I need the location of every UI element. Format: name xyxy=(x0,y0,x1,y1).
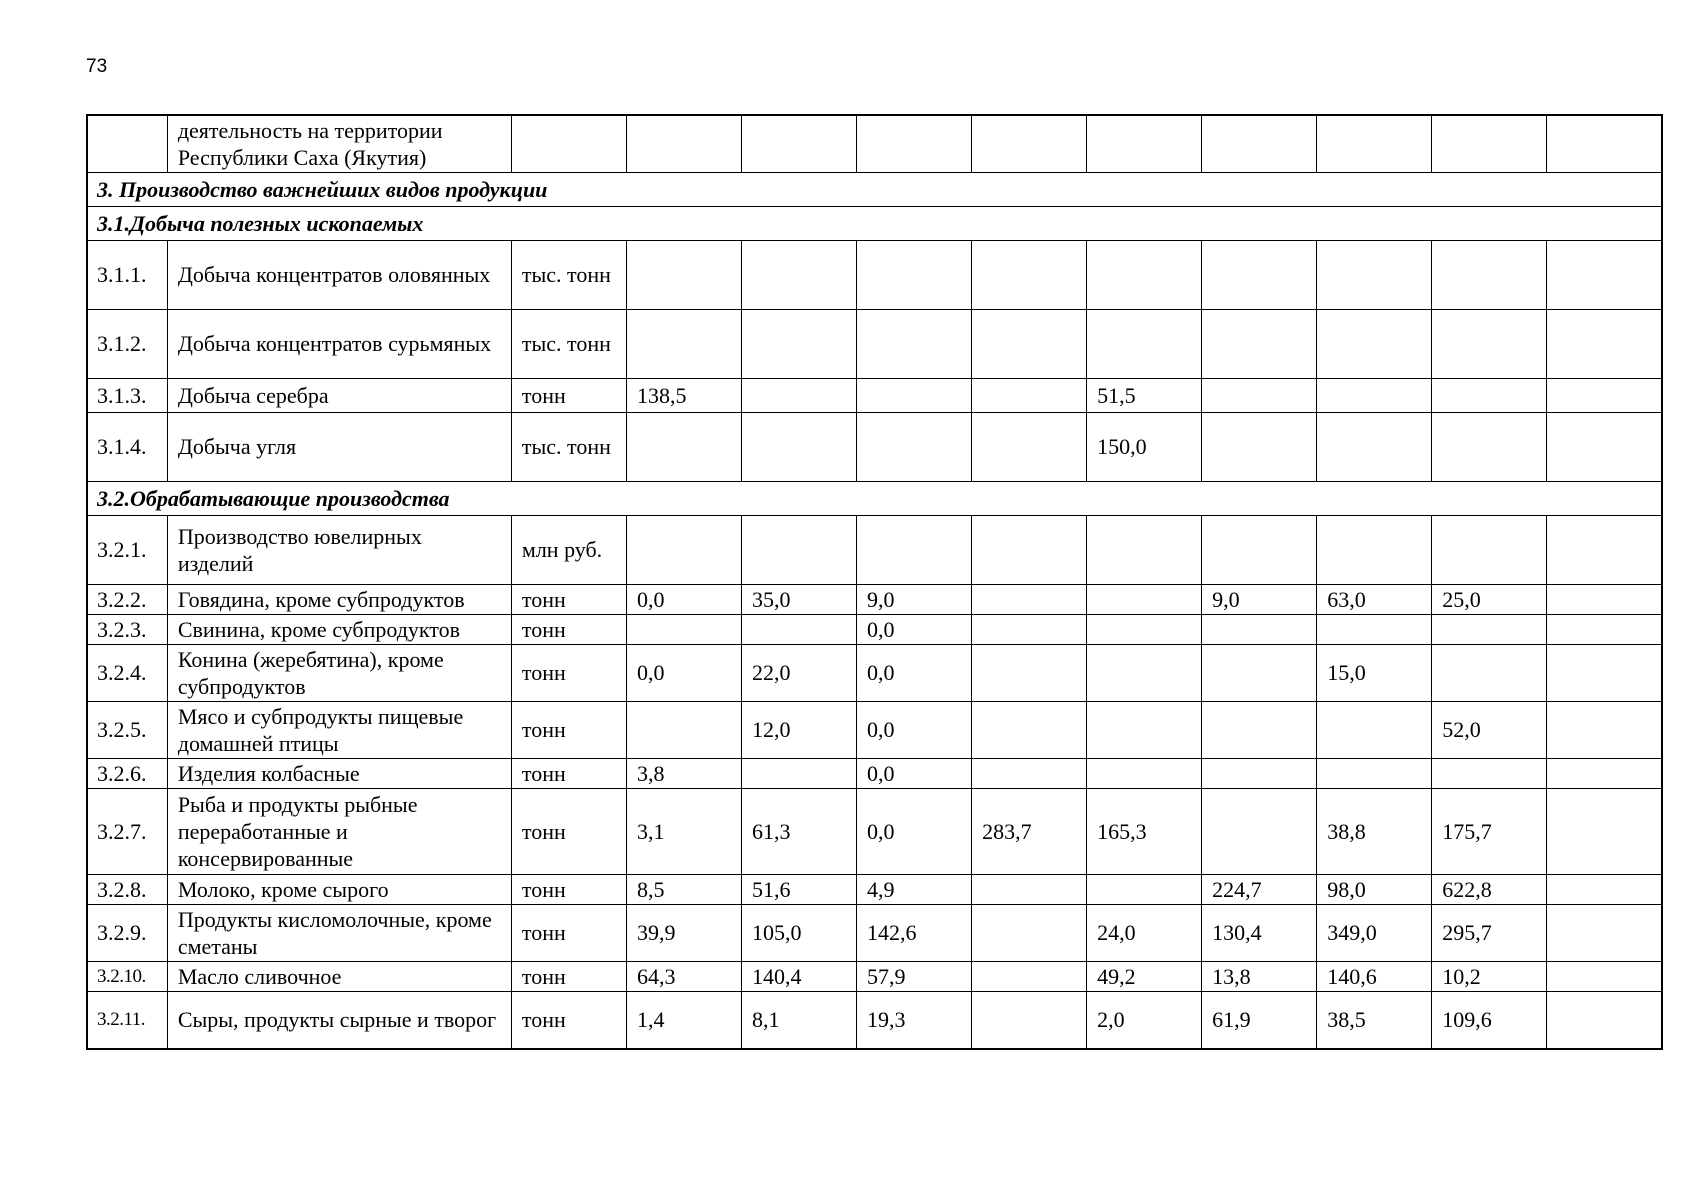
value-cell xyxy=(857,115,972,172)
value-cell: 130,4 xyxy=(1202,904,1317,961)
value-cell xyxy=(972,584,1087,614)
table-row xyxy=(87,644,1662,701)
value-cell xyxy=(1432,515,1547,584)
row-name: Мясо и субпродукты пищевые домашней птицы xyxy=(167,701,511,758)
value-cell: 3,8 xyxy=(626,758,741,788)
row-name: Продукты кисломолочные, кроме сметаны xyxy=(167,904,511,961)
value-cell xyxy=(1317,758,1432,788)
table-row xyxy=(87,788,1662,874)
value-cell xyxy=(857,515,972,584)
value-cell xyxy=(1317,614,1432,644)
value-cell xyxy=(1317,701,1432,758)
row-name: Масло сливочное xyxy=(167,961,511,991)
row-unit: тыс. тонн xyxy=(511,412,626,481)
value-cell: 39,9 xyxy=(626,904,741,961)
value-cell xyxy=(1202,240,1317,309)
table-row xyxy=(87,701,1662,758)
value-cell: 140,6 xyxy=(1317,961,1432,991)
value-cell xyxy=(626,240,741,309)
value-cell xyxy=(1087,309,1202,378)
value-cell: 140,4 xyxy=(741,961,856,991)
value-cell xyxy=(972,991,1087,1049)
value-cell: 2,0 xyxy=(1087,991,1202,1049)
value-cell xyxy=(1087,614,1202,644)
row-number: 3.2.1. xyxy=(87,515,167,584)
value-cell xyxy=(1087,874,1202,904)
table-row xyxy=(87,240,1662,309)
value-cell xyxy=(1202,412,1317,481)
value-cell: 61,9 xyxy=(1202,991,1317,1049)
value-cell: 1,4 xyxy=(626,991,741,1049)
value-cell xyxy=(1432,614,1547,644)
row-name: Добыча угля xyxy=(167,412,511,481)
value-cell: 35,0 xyxy=(741,584,856,614)
value-cell xyxy=(1547,515,1662,584)
value-cell xyxy=(1202,515,1317,584)
value-cell xyxy=(972,904,1087,961)
row-number-cell xyxy=(87,115,167,172)
value-cell xyxy=(1202,115,1317,172)
row-name: Производство ювелирных изделий xyxy=(167,515,511,584)
value-cell: 0,0 xyxy=(626,644,741,701)
value-cell: 0,0 xyxy=(857,788,972,874)
row-number: 3.2.8. xyxy=(87,874,167,904)
value-cell: 109,6 xyxy=(1432,991,1547,1049)
value-cell xyxy=(1317,412,1432,481)
value-cell: 52,0 xyxy=(1432,701,1547,758)
value-cell xyxy=(1547,788,1662,874)
table-row xyxy=(87,309,1662,378)
row-number: 3.2.6. xyxy=(87,758,167,788)
value-cell: 15,0 xyxy=(1317,644,1432,701)
value-cell xyxy=(1547,961,1662,991)
value-cell xyxy=(1547,240,1662,309)
table-row xyxy=(87,758,1662,788)
value-cell xyxy=(1087,515,1202,584)
value-cell: 0,0 xyxy=(626,584,741,614)
value-cell xyxy=(972,614,1087,644)
section-title: 3.2.Обрабатывающие производства xyxy=(87,481,1662,515)
table-body xyxy=(87,115,1662,1049)
section-title: 3. Производство важнейших видов продукции xyxy=(87,172,1662,206)
value-cell xyxy=(741,115,856,172)
row-unit: тонн xyxy=(511,961,626,991)
value-cell xyxy=(1317,378,1432,412)
row-unit: млн руб. xyxy=(511,515,626,584)
value-cell xyxy=(1317,309,1432,378)
value-cell: 142,6 xyxy=(857,904,972,961)
value-cell: 105,0 xyxy=(741,904,856,961)
value-cell xyxy=(972,412,1087,481)
row-name: Добыча серебра xyxy=(167,378,511,412)
value-cell xyxy=(972,874,1087,904)
value-cell xyxy=(1087,758,1202,788)
value-cell xyxy=(741,240,856,309)
value-cell xyxy=(972,961,1087,991)
value-cell: 49,2 xyxy=(1087,961,1202,991)
value-cell xyxy=(626,515,741,584)
value-cell xyxy=(1087,115,1202,172)
value-cell xyxy=(1087,701,1202,758)
row-name: Изделия колбасные xyxy=(167,758,511,788)
row-unit: тонн xyxy=(511,874,626,904)
value-cell xyxy=(1202,701,1317,758)
value-cell: 9,0 xyxy=(857,584,972,614)
row-unit: тонн xyxy=(511,991,626,1049)
value-cell xyxy=(1547,991,1662,1049)
value-cell xyxy=(857,378,972,412)
row-name: Рыба и продукты рыбные переработанные и консервированные xyxy=(167,788,511,874)
value-cell: 0,0 xyxy=(857,614,972,644)
value-cell xyxy=(1547,584,1662,614)
value-cell: 10,2 xyxy=(1432,961,1547,991)
value-cell xyxy=(741,309,856,378)
value-cell xyxy=(972,378,1087,412)
section-header-row xyxy=(87,206,1662,240)
value-cell: 13,8 xyxy=(1202,961,1317,991)
value-cell xyxy=(972,515,1087,584)
value-cell xyxy=(741,758,856,788)
value-cell: 8,1 xyxy=(741,991,856,1049)
value-cell xyxy=(1432,240,1547,309)
row-name: Конина (жеребятина), кроме субпродуктов xyxy=(167,644,511,701)
value-cell: 8,5 xyxy=(626,874,741,904)
value-cell: 51,5 xyxy=(1087,378,1202,412)
value-cell: 3,1 xyxy=(626,788,741,874)
table-row xyxy=(87,991,1662,1049)
value-cell: 63,0 xyxy=(1317,584,1432,614)
value-cell xyxy=(1202,309,1317,378)
row-unit: тыс. тонн xyxy=(511,240,626,309)
row-number: 3.1.3. xyxy=(87,378,167,412)
value-cell: 12,0 xyxy=(741,701,856,758)
value-cell xyxy=(972,644,1087,701)
row-number: 3.2.2. xyxy=(87,584,167,614)
section-header-row xyxy=(87,172,1662,206)
table-row xyxy=(87,584,1662,614)
value-cell: 165,3 xyxy=(1087,788,1202,874)
value-cell: 25,0 xyxy=(1432,584,1547,614)
value-cell xyxy=(741,515,856,584)
value-cell xyxy=(1547,378,1662,412)
table-row xyxy=(87,961,1662,991)
value-cell xyxy=(1087,584,1202,614)
row-unit: тонн xyxy=(511,378,626,412)
value-cell: 19,3 xyxy=(857,991,972,1049)
value-cell xyxy=(626,412,741,481)
row-number: 3.2.7. xyxy=(87,788,167,874)
value-cell xyxy=(972,240,1087,309)
value-cell: 51,6 xyxy=(741,874,856,904)
value-cell xyxy=(626,701,741,758)
value-cell xyxy=(1432,378,1547,412)
value-cell xyxy=(1087,240,1202,309)
page-number: 73 xyxy=(86,56,108,77)
value-cell xyxy=(972,701,1087,758)
row-number: 3.2.9. xyxy=(87,904,167,961)
value-cell xyxy=(741,614,856,644)
value-cell xyxy=(1317,115,1432,172)
row-name: Добыча концентратов сурьмяных xyxy=(167,309,511,378)
row-name-cell: деятельность на территории Республики Саха (Якутия) xyxy=(167,115,511,172)
value-cell xyxy=(1202,378,1317,412)
value-cell xyxy=(1202,788,1317,874)
value-cell xyxy=(626,115,741,172)
value-cell: 175,7 xyxy=(1432,788,1547,874)
value-cell: 150,0 xyxy=(1087,412,1202,481)
row-unit: тонн xyxy=(511,644,626,701)
row-name: Добыча концентратов оловянных xyxy=(167,240,511,309)
value-cell xyxy=(1087,644,1202,701)
row-number: 3.2.4. xyxy=(87,644,167,701)
value-cell xyxy=(1202,758,1317,788)
value-cell xyxy=(1317,240,1432,309)
table-row xyxy=(87,412,1662,481)
value-cell: 38,5 xyxy=(1317,991,1432,1049)
value-cell: 57,9 xyxy=(857,961,972,991)
row-number: 3.2.3. xyxy=(87,614,167,644)
value-cell xyxy=(972,309,1087,378)
value-cell: 622,8 xyxy=(1432,874,1547,904)
value-cell xyxy=(1547,309,1662,378)
value-cell: 349,0 xyxy=(1317,904,1432,961)
row-name: Свинина, кроме субпродуктов xyxy=(167,614,511,644)
value-cell xyxy=(1547,614,1662,644)
section-title: 3.1.Добыча полезных ископаемых xyxy=(87,206,1662,240)
table-row xyxy=(87,515,1662,584)
continuation-row xyxy=(87,115,1662,172)
row-number: 3.2.5. xyxy=(87,701,167,758)
value-cell xyxy=(626,614,741,644)
value-cell: 138,5 xyxy=(626,378,741,412)
value-cell xyxy=(857,309,972,378)
value-cell xyxy=(857,412,972,481)
value-cell: 0,0 xyxy=(857,644,972,701)
value-cell: 4,9 xyxy=(857,874,972,904)
row-unit: тонн xyxy=(511,701,626,758)
value-cell: 22,0 xyxy=(741,644,856,701)
table-row xyxy=(87,904,1662,961)
value-cell: 0,0 xyxy=(857,758,972,788)
row-number: 3.1.4. xyxy=(87,412,167,481)
value-cell xyxy=(1202,614,1317,644)
value-cell: 0,0 xyxy=(857,701,972,758)
value-cell xyxy=(1202,644,1317,701)
row-number: 3.2.10. xyxy=(87,961,167,991)
production-table xyxy=(86,114,1663,1050)
value-cell: 224,7 xyxy=(1202,874,1317,904)
row-unit: тонн xyxy=(511,584,626,614)
row-unit: тыс. тонн xyxy=(511,309,626,378)
row-unit: тонн xyxy=(511,904,626,961)
row-name: Сыры, продукты сырные и творог xyxy=(167,991,511,1049)
value-cell xyxy=(972,115,1087,172)
value-cell xyxy=(1432,644,1547,701)
row-unit: тонн xyxy=(511,758,626,788)
value-cell: 61,3 xyxy=(741,788,856,874)
value-cell xyxy=(1547,701,1662,758)
value-cell xyxy=(1317,515,1432,584)
value-cell: 38,8 xyxy=(1317,788,1432,874)
value-cell xyxy=(1432,758,1547,788)
value-cell xyxy=(1547,874,1662,904)
value-cell xyxy=(1547,904,1662,961)
row-unit: тонн xyxy=(511,614,626,644)
value-cell: 98,0 xyxy=(1317,874,1432,904)
value-cell xyxy=(741,412,856,481)
value-cell: 295,7 xyxy=(1432,904,1547,961)
value-cell: 283,7 xyxy=(972,788,1087,874)
value-cell xyxy=(1432,412,1547,481)
row-number: 3.1.2. xyxy=(87,309,167,378)
table-row xyxy=(87,378,1662,412)
value-cell xyxy=(741,378,856,412)
value-cell xyxy=(1432,115,1547,172)
value-cell xyxy=(1547,644,1662,701)
value-cell xyxy=(1547,412,1662,481)
value-cell xyxy=(857,240,972,309)
table-row xyxy=(87,874,1662,904)
value-cell xyxy=(626,309,741,378)
value-cell: 9,0 xyxy=(1202,584,1317,614)
value-cell xyxy=(1432,309,1547,378)
value-cell xyxy=(972,758,1087,788)
value-cell: 24,0 xyxy=(1087,904,1202,961)
row-name: Молоко, кроме сырого xyxy=(167,874,511,904)
table-row xyxy=(87,614,1662,644)
row-unit: тонн xyxy=(511,788,626,874)
row-number: 3.1.1. xyxy=(87,240,167,309)
section-header-row xyxy=(87,481,1662,515)
row-number: 3.2.11. xyxy=(87,991,167,1049)
row-name: Говядина, кроме субпродуктов xyxy=(167,584,511,614)
unit-cell xyxy=(511,115,626,172)
value-cell xyxy=(1547,115,1662,172)
value-cell xyxy=(1547,758,1662,788)
value-cell: 64,3 xyxy=(626,961,741,991)
